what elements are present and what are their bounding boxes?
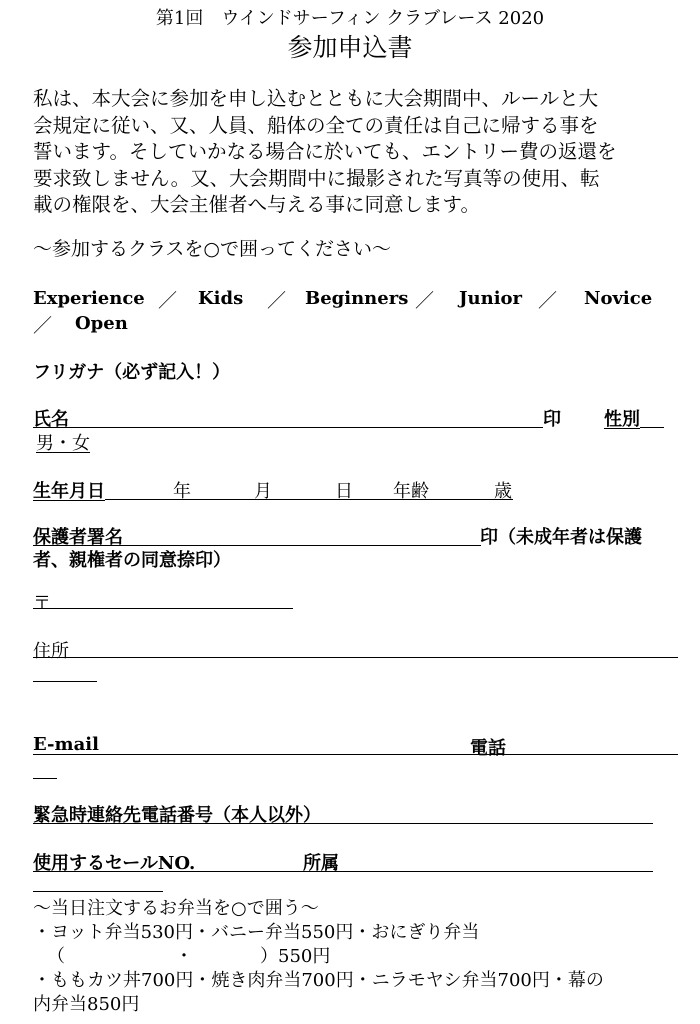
- pledge-paragraph: [33, 86, 673, 219]
- gender-label: 性別: [604, 409, 640, 430]
- emergency-contact-label: 緊急時連絡先電話番号（本人以外）: [33, 805, 321, 826]
- pledge-line: 載の権限を、大会主催者へ与える事に同意します。: [33, 193, 480, 216]
- gender-underline: [640, 427, 664, 428]
- age-label: 年齢: [393, 481, 429, 502]
- emergency-contact-input-line[interactable]: [33, 823, 653, 824]
- bento-line: ・ももカツ丼700円・焼き肉弁当700円・ニラモヤシ弁当700円・幕の: [33, 970, 604, 991]
- birth-year-label: 年: [173, 481, 191, 502]
- bento-line: 内弁当850円: [33, 994, 140, 1015]
- class-separator: ／: [538, 290, 558, 312]
- address-input-line[interactable]: [33, 657, 678, 658]
- gender-options[interactable]: 男・女: [36, 433, 90, 454]
- class-prompt: 〜参加するクラスを○で囲ってください〜: [33, 238, 392, 260]
- pledge-line: 誓います。そしていかなる場合に於いても、エントリー費の返還を: [33, 140, 617, 163]
- pledge-line: 要求致しません。又、大会期間中に撮影された写真等の使用、転: [33, 166, 600, 190]
- class-separator: ／: [415, 290, 435, 312]
- pledge-line: 会規定に従い、又、人員、船体の全ての責任は自己に帰する事を: [33, 113, 599, 137]
- postal-mark: 〒: [33, 593, 51, 614]
- age-unit-label: 歳: [494, 481, 512, 502]
- class-option-junior[interactable]: Junior: [459, 288, 523, 309]
- affiliation-input-line-continued[interactable]: [33, 891, 163, 892]
- class-option-open[interactable]: Open: [75, 313, 128, 334]
- class-separator: ／: [33, 315, 53, 337]
- bento-bracket-open: （: [47, 946, 65, 967]
- furigana-label: フリガナ（必ず記入！）: [33, 362, 231, 383]
- class-separator: ／: [158, 290, 178, 312]
- class-option-novice[interactable]: Novice: [584, 288, 653, 309]
- birth-date-input-line[interactable]: [105, 499, 513, 500]
- pledge-line: 私は、本大会に参加を申し込むとともに大会期間中、ルールと大: [33, 87, 599, 110]
- email-input-line[interactable]: [33, 754, 678, 755]
- bento-line: ・ヨット弁当530円・バニー弁当550円・おにぎり弁当: [33, 922, 480, 943]
- address-label: 住所: [33, 641, 69, 662]
- phone-label: 電話: [470, 738, 506, 759]
- guardian-signature-label: 保護者署名: [33, 527, 123, 548]
- form-title: 参加申込書: [287, 33, 413, 62]
- guardian-note: （未成年者は保護: [498, 527, 642, 548]
- address-input-line-continued[interactable]: [33, 681, 97, 682]
- seal-mark: 印: [543, 409, 561, 430]
- name-input-line[interactable]: [33, 427, 543, 428]
- class-option-experience[interactable]: Experience: [33, 288, 145, 309]
- class-separator: ／: [267, 290, 287, 312]
- class-option-beginners[interactable]: Beginners: [305, 288, 409, 309]
- guardian-note-continued: 者、親権者の同意捺印）: [33, 550, 231, 571]
- postal-code-input-line[interactable]: [33, 608, 293, 609]
- sail-number-label: 使用するセールNO.: [33, 853, 196, 874]
- phone-input-line-continued[interactable]: [33, 778, 57, 779]
- birth-day-label: 日: [335, 481, 353, 502]
- name-label: 氏名: [33, 409, 69, 430]
- guardian-seal-mark: 印: [480, 527, 498, 548]
- sail-number-input-line[interactable]: [33, 871, 653, 872]
- email-label: E-mail: [33, 734, 99, 755]
- event-title: 第1回 ウインドサーフィン クラブレース 2020: [155, 8, 545, 29]
- bento-prompt: 〜当日注文するお弁当を○で囲う〜: [33, 898, 319, 919]
- class-option-kids[interactable]: Kids: [198, 288, 244, 309]
- birth-month-label: 月: [254, 481, 272, 502]
- bento-bracket-close: ）550円: [260, 946, 331, 967]
- bento-bracket-dot: ・: [175, 946, 193, 967]
- birth-date-label: 生年月日: [33, 481, 105, 502]
- affiliation-label: 所属: [303, 853, 339, 874]
